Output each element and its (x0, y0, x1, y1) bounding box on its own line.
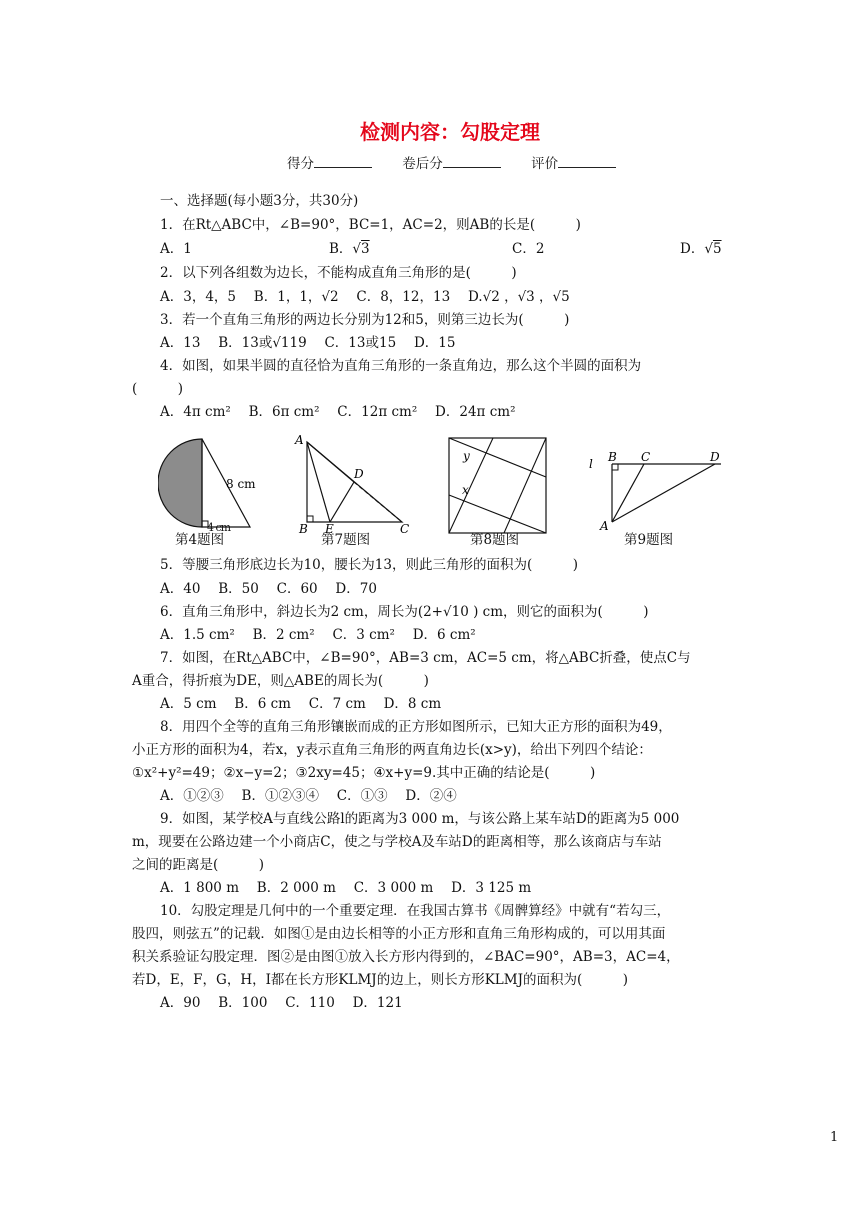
fig8-label-x: x (462, 483, 469, 497)
question-4-stem: 4．如图，如果半圆的直径恰为直角三角形的一条直角边，那么这个半圆的面积为 (160, 358, 642, 374)
question-9-options: A．1 800 m B．2 000 m C．3 000 m D．3 125 m (160, 880, 532, 896)
question-8-options: A．①②③ B．①②③④ C．①③ D．②④ (160, 788, 457, 804)
question-10-stem: 10．勾股定理是几何中的一个重要定理．在我国古算书《周髀算经》中就有“若勾三， (160, 903, 671, 919)
figure-4-caption: 第4题图 (175, 532, 225, 548)
fig9-label-B: B (608, 450, 617, 464)
figure-4 (158, 436, 268, 528)
question-5-options: A．40 B．50 C．60 D．70 (160, 581, 377, 597)
question-9-stem: 9．如图，某学校A与直线公路l的距离为3 000 m，与该公路上某车站D的距离为5 000 (160, 811, 680, 827)
figure-8 (446, 436, 550, 536)
question-7-stem: 7．如图，在Rt△ABC中，∠B=90°，AB=3 cm，AC=5 cm，将△ABC折叠，使点C与 (160, 650, 691, 666)
fig9-label-l: l (589, 457, 593, 471)
fig7-label-E: E (325, 522, 334, 534)
score-field: 得分 (287, 156, 372, 172)
question-4-stem-cont: ( ) (132, 381, 184, 397)
question-10-stem-cont2: 积关系验证勾股定理．图②是由图①放入长方形内得到的，∠BAC=90°，AB=3，AC=4， (132, 949, 680, 965)
figure-8-caption: 第8题图 (470, 532, 520, 548)
fig7-label-D: D (354, 467, 364, 481)
fig9-label-D: D (710, 450, 720, 464)
question-10-options: A．90 B．100 C．110 D．121 (160, 995, 403, 1011)
fig7-label-C: C (400, 522, 410, 534)
question-7-stem-cont: A重合，得折痕为DE，则△ABE的周长为( ) (132, 673, 429, 689)
question-2-options: A．3，4，5 B．1，1，√2 C．8，12，13 D.√2 ，√3 ，√5 (160, 289, 570, 305)
question-10-stem-cont: 股四，则弦五”的记载．如图①是由边长相等的小正方形和直角三角形构成的，可以用其面 (132, 926, 666, 942)
fig7-label-A: A (295, 434, 304, 447)
figure-7 (292, 434, 422, 534)
question-6-options: A．1.5 cm² B．2 cm² C．3 cm² D．6 cm² (160, 627, 476, 643)
question-5-stem: 5．等腰三角形底边长为10，腰长为13，则此三角形的面积为( ) (160, 557, 578, 573)
post-score-field: 卷后分 (402, 156, 501, 172)
question-7-options: A．5 cm B．6 cm C．7 cm D．8 cm (160, 696, 442, 712)
question-8-stem: 8．用四个全等的直角三角形镶嵌而成的正方形如图所示，已知大正方形的面积为49， (160, 719, 672, 735)
fig7-label-B: B (299, 522, 308, 534)
fig4-length-label: 8 cm (226, 477, 256, 491)
question-9-stem-cont: m，现要在公路边建一个小商店C，使之与学校A及车站D的距离相等，那么该商店与车站 (132, 834, 662, 850)
fig8-label-y: y (463, 449, 470, 463)
question-1-stem: 1．在Rt△ABC中，∠B=90°，BC=1，AC=2，则AB的长是( ) (160, 217, 581, 233)
evaluation-field: 评价 (531, 156, 616, 172)
question-9-stem-cont2: 之间的距离是( ) (132, 857, 265, 873)
fig4-bottom-label: 4 cm (207, 521, 231, 534)
figure-9 (586, 450, 728, 532)
fig9-label-A: A (600, 519, 609, 532)
figure-9-caption: 第9题图 (624, 532, 674, 548)
question-3-options: A．13 B．13或√119 C．13或15 D．15 (160, 335, 456, 351)
question-8-stem-cont2: ①x²+y²=49；②x−y=2；③2xy=45；④x+y=9.其中正确的结论是( ) (132, 765, 596, 781)
question-2-stem: 2．以下列各组数为边长，不能构成直角三角形的是( ) (160, 265, 517, 281)
page-title: 检测内容：勾股定理 (360, 120, 540, 144)
question-3-stem: 3．若一个直角三角形的两边长分别为12和5，则第三边长为( ) (160, 312, 570, 328)
figure-7-caption: 第7题图 (321, 532, 371, 548)
question-8-stem-cont: 小正方形的面积为4，若x，y表示直角三角形的两直角边长(x>y)，给出下列四个结论： (132, 742, 652, 758)
question-6-stem: 6．直角三角形中，斜边长为2 cm，周长为(2+√10 ) cm，则它的面积为( ) (160, 604, 649, 620)
question-4-options: A．4π cm² B．6π cm² C．12π cm² D．24π cm² (160, 404, 516, 420)
score-fields (287, 152, 642, 172)
question-10-stem-cont3: 若D，E，F，G，H，I都在长方形KLMJ的边上，则长方形KLMJ的面积为( ) (132, 972, 629, 988)
section-heading: 一、选择题(每小题3分，共30分) (160, 193, 359, 209)
fig9-label-C: C (641, 450, 651, 464)
page-number: 1 (830, 1130, 839, 1145)
